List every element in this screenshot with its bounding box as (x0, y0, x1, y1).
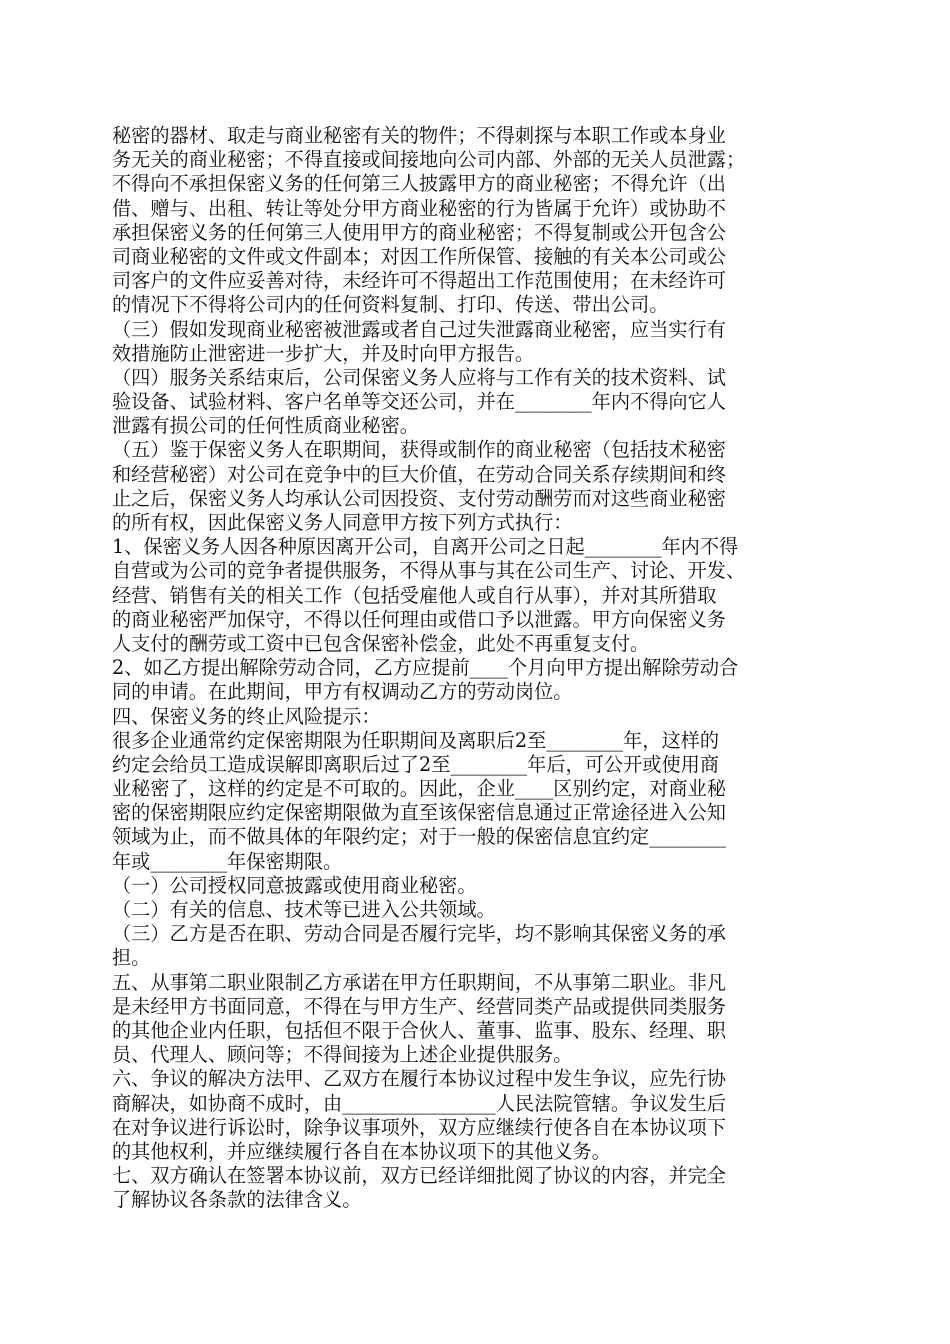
text-line: 的情况下不得将公司内的任何资料复制、打印、传送、带出公司。 (112, 293, 669, 317)
text-line: 七、双方确认在签署本协议前，双方已经详细批阅了协议的内容，并完全 (112, 1164, 726, 1188)
text-line: （二）有关的信息、技术等已进入公共领域。 (112, 898, 496, 921)
text-line: 务无关的商业秘密；不得直接或间接地向公司内部、外部的无关人员泄露； (112, 148, 746, 172)
text-line: （三）乙方是否在职、劳动合同是否履行完毕，均不影响其保密义务的承 (112, 922, 726, 946)
text-line: 担。 (112, 946, 151, 970)
text-line: 年或________年保密期限。 (112, 849, 343, 873)
text-line: 自营或为公司的竞争者提供服务，不得从事与其在公司生产、讨论、开发、 (112, 559, 746, 583)
text-line: 1、保密义务人因各种原因离开公司，自离开公司之日起________年内不得 (112, 535, 739, 559)
text-line: 的其他权利，并应继续履行各自在本协议项下的其他义务。 (112, 1139, 611, 1163)
text-line: 借、赠与、出租、转让等处分甲方商业秘密的行为皆属于允许）或协助不 (112, 196, 726, 220)
text-line: 经营、销售有关的相关工作（包括受雇他人或自行从事），并对其所猎取 (112, 583, 717, 607)
text-line: 密的保密期限应约定保密期限做为直至该保密信息通过正常途径进入公知 (112, 801, 726, 825)
text-line: （四）服务关系结束后，公司保密义务人应将与工作有关的技术资料、试 (112, 365, 726, 389)
text-line: 人支付的酬劳或工资中已包含保密补偿金，此处不再重复支付。 (112, 631, 650, 655)
text-line: 在对争议进行诉讼时，除争议事项外，双方应继续行使各自在本协议项下 (112, 1115, 726, 1139)
text-line: 六、争议的解决方法甲、乙双方在履行本协议过程中发生争议，应先行协 (112, 1067, 726, 1091)
text-line: 和经营秘密）对公司在竞争中的巨大价值，在劳动合同关系存续期间和终 (112, 462, 726, 486)
text-line: 司商业秘密的文件或文件副本；对因工作所保管、接触的有关本公司或公 (112, 244, 726, 268)
text-line: 商解决，如协商不成时，由________________人民法院管辖。争议发生后 (112, 1091, 726, 1115)
text-line: 2、如乙方提出解除劳动合同，乙方应提前____个月向甲方提出解除劳动合 (112, 656, 739, 680)
text-line: 承担保密义务的任何第三人使用甲方的商业秘密；不得复制或公开包含公 (112, 220, 726, 244)
text-line: （三）假如发现商业秘密被泄露或者自己过失泄露商业秘密，应当实行有 (112, 317, 726, 341)
text-line: 止之后，保密义务人均承认公司因投资、支付劳动酬劳而对这些商业秘密 (112, 486, 726, 510)
text-line: 的商业秘密严加保守，不得以任何理由或借口予以泄露。甲方向保密义务 (112, 607, 726, 631)
text-line: 的所有权，因此保密义务人同意甲方按下列方式执行： (112, 511, 573, 534)
text-line: （一）公司授权同意披露或使用商业秘密。 (112, 873, 477, 897)
text-line: （五）鉴于保密义务人在职期间，获得或制作的商业秘密（包括技术秘密 (112, 438, 726, 462)
text-line: 秘密的器材、取走与商业秘密有关的物件；不得刺探与本职工作或本身业 (112, 124, 726, 147)
text-line: 五、从事第二职业限制乙方承诺在甲方任职期间，不从事第二职业。非凡 (112, 970, 726, 994)
text-line: 不得向不承担保密义务的任何第三人披露甲方的商业秘密；不得允许（出 (112, 172, 726, 196)
text-line: 了解协议各条款的法律含义。 (112, 1188, 362, 1212)
text-line: 四、保密义务的终止风险提示： (112, 704, 381, 728)
document-body (112, 124, 842, 1212)
text-line: 效措施防止泄密进一步扩大，并及时向甲方报告。 (112, 341, 535, 365)
text-line: 很多企业通常约定保密期限为任职期间及离职后2至________年，这样的 (112, 728, 720, 752)
text-line: 是未经甲方书面同意，不得在与甲方生产、经营同类产品或提供同类服务 (112, 994, 726, 1018)
text-line: 业秘密了，这样的约定是不可取的。因此，企业____区别约定，对商业秘 (112, 777, 726, 801)
text-line: 验设备、试验材料、客户名单等交还公司，并在________年内不得向它人 (112, 390, 726, 414)
text-line: 约定会给员工造成误解即离职后过了2至________年后，可公开或使用商 (112, 752, 720, 776)
text-line: 司客户的文件应妥善对待，未经许可不得超出工作范围使用；在未经许可 (112, 269, 726, 293)
text-line: 泄露有损公司的任何性质商业秘密。 (112, 414, 419, 438)
text-line: 员、代理人、顾问等；不得间接为上述企业提供服务。 (112, 1043, 573, 1067)
text-line: 的其他企业内任职，包括但不限于合伙人、董事、监事、股东、经理、职 (112, 1018, 726, 1042)
text-line: 同的申请。在此期间，甲方有权调动乙方的劳动岗位。 (112, 680, 573, 704)
text-line: 领域为止，而不做具体的年限约定；对于一般的保密信息宜约定________ (112, 825, 726, 849)
